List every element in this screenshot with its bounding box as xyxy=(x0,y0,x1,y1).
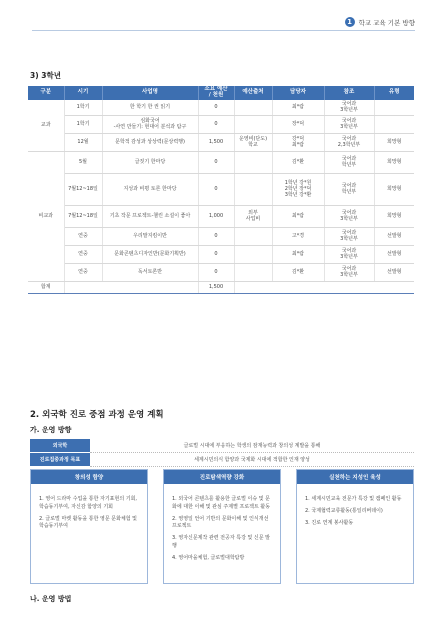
cell-period: 5월 xyxy=(64,151,102,173)
column-header: 유형 xyxy=(374,86,414,100)
cell-period: 연중 xyxy=(64,245,102,263)
cell-type: 희망형 xyxy=(374,133,414,151)
table-row xyxy=(28,133,414,151)
direction-column-creativity xyxy=(30,469,148,584)
empty-cell xyxy=(64,281,198,293)
table-row xyxy=(28,263,414,281)
subsection-na-title: 나. 운영 방법 xyxy=(30,595,72,603)
goal-value: 글로벌 시대에 부응하는 학생의 잠재능력과 창의성 계발을 통해 xyxy=(90,439,414,453)
cell-budget: 0 xyxy=(198,173,234,205)
table-row xyxy=(28,115,414,133)
page-header xyxy=(345,17,415,27)
direction-column-citizenship xyxy=(296,469,414,584)
direction-column-career xyxy=(163,469,281,584)
goal-row xyxy=(30,453,414,467)
cell-ref: 국어과 3학년부 xyxy=(324,245,374,263)
cell-type: 선발형 xyxy=(374,263,414,281)
column-header: 참조 xyxy=(324,86,374,100)
total-budget: 1,500 xyxy=(198,281,234,293)
cell-name: 우리말지킴이반 xyxy=(102,227,198,245)
cell-name: 문학적 감성과 상상력(문상력행) xyxy=(102,133,198,151)
table-row xyxy=(28,205,414,227)
cell-type xyxy=(374,100,414,115)
goal-row xyxy=(30,439,414,453)
cell-budget: 0 xyxy=(198,263,234,281)
cell-period: 12월 xyxy=(64,133,102,151)
goal-label: 외국학 xyxy=(30,439,90,453)
cell-budget: 1,500 xyxy=(198,133,234,151)
empty-cell xyxy=(234,281,414,293)
cell-period: 7월12~18일 xyxy=(64,205,102,227)
cell-manager: 장*덕 xyxy=(272,115,324,133)
cell-manager: 최*람 xyxy=(272,100,324,115)
program-table xyxy=(28,86,414,294)
cell-source: 운영비(단도) 학교 xyxy=(234,133,272,151)
cell-budget: 1,000 xyxy=(198,205,234,227)
cell-budget: 0 xyxy=(198,151,234,173)
cell-name: 독서토론반 xyxy=(102,263,198,281)
header-rule xyxy=(32,30,415,31)
subsection-ga-title: 가. 운영 방향 xyxy=(30,426,72,434)
cell-manager: 고*경 xyxy=(272,227,324,245)
cell-source xyxy=(234,227,272,245)
cell-type xyxy=(374,115,414,133)
column-header: 사업명 xyxy=(102,86,198,100)
cell-manager: 1학년 강*원 2학년 장*덕 3학년 강*환 xyxy=(272,173,324,205)
list-item: 1. 세계시민교육 전문가 특강 및 캠페인 활동 xyxy=(305,496,402,502)
chapter-title: 학교 교육 기본 방향 xyxy=(358,18,415,27)
goal-value: 세계시민의식 함양과 국제화 시대에 적합한 인재 양성 xyxy=(90,453,414,467)
cell-name: 한 학기 한 권 읽기 xyxy=(102,100,198,115)
cell-period: 연중 xyxy=(64,263,102,281)
list-item: 3. 영자신문제작 관련 전공자 특강 및 신문 발행 xyxy=(172,535,271,549)
cell-type: 선발형 xyxy=(374,227,414,245)
column-heading: 창의성 함양 xyxy=(31,470,147,484)
cell-ref: 국어과 3학년부 xyxy=(324,227,374,245)
list-item: 1. 외국어 콘텐츠를 활용한 글로벌 이슈 및 문화에 대한 이해 및 관심 주제별 프로젝트 활동 xyxy=(172,496,271,510)
cell-manager: 최*람 xyxy=(272,205,324,227)
cell-source xyxy=(234,245,272,263)
cell-budget: 0 xyxy=(198,115,234,133)
list-item: 2. 글로벌 마켓 활동을 통한 영문 문화체험 및 학습동기부여 xyxy=(39,515,138,530)
table-header-row xyxy=(28,86,414,100)
column-header: 시기 xyxy=(64,86,102,100)
cell-period: 1학기 xyxy=(64,100,102,115)
table-row xyxy=(28,245,414,263)
cell-type: 희망형 xyxy=(374,151,414,173)
cell-type: 선발형 xyxy=(374,245,414,263)
cell-source xyxy=(234,263,272,281)
cell-manager: 최*람 xyxy=(272,245,324,263)
cell-name: 지성과 비평 토론 한마당 xyxy=(102,173,198,205)
column-heading: 실천하는 지성인 육성 xyxy=(297,470,413,484)
section-3-title: 3) 3학년 xyxy=(30,71,61,80)
cell-budget: 0 xyxy=(198,245,234,263)
cell-manager: 강*덕 최*람 xyxy=(272,133,324,151)
list-item: 3. 진로 연계 봉사활동 xyxy=(305,519,354,526)
cell-budget: 0 xyxy=(198,100,234,115)
column-header: 예산출처 xyxy=(234,86,272,100)
table-row xyxy=(28,227,414,245)
cell-period: 7월12~18일 xyxy=(64,173,102,205)
section-2-title: 2. 외국학 진로 중점 과정 운영 계획 xyxy=(30,410,164,420)
table-row xyxy=(28,100,414,115)
cell-source xyxy=(234,115,272,133)
cell-period: 연중 xyxy=(64,227,102,245)
cell-period: 1학기 xyxy=(64,115,102,133)
total-row xyxy=(28,281,414,293)
column-heading: 진로탐색역량 강화 xyxy=(164,470,280,484)
table-row xyxy=(28,151,414,173)
list-item: 2. 국제협력교류활동(통일리버데이) xyxy=(305,507,383,514)
cell-budget: 0 xyxy=(198,227,234,245)
cell-type: 희망형 xyxy=(374,205,414,227)
group-cell: 교과 xyxy=(28,100,64,151)
cell-ref: 국어과 3학년부 xyxy=(324,100,374,115)
cell-name: 글짓기 한마당 xyxy=(102,151,198,173)
cell-ref: 국어과 학년부 xyxy=(324,151,374,173)
group-cell: 비교과 xyxy=(28,151,64,281)
total-label: 합계 xyxy=(28,281,64,293)
table-row xyxy=(28,173,414,205)
chapter-number-badge: 1 xyxy=(345,17,355,27)
cell-source xyxy=(234,173,272,205)
cell-ref: 국어과 2,3학년부 xyxy=(324,133,374,151)
list-item: 2. 영영일 언어 기반의 문화이해 및 인식개선 프로젝트 xyxy=(172,515,269,530)
cell-source: 외부 사업비 xyxy=(234,205,272,227)
list-item: 1. 영어 드라마 수업을 통한 자기표현의 기회, 학습동기부여, 자신감 함양의 기회 xyxy=(39,496,138,510)
cell-ref: 국어과 3학년부 xyxy=(324,115,374,133)
cell-source xyxy=(234,151,272,173)
cell-ref: 국어과 학년부 xyxy=(324,173,374,205)
cell-name: 기초 작문 프로젝트-챌린 소설이 좋아 xyxy=(102,205,198,227)
cell-manager: 김*환 xyxy=(272,151,324,173)
cell-name: 심화국어 -사연 만들기: 현대어 분석과 탐구 xyxy=(102,115,198,133)
cell-source xyxy=(234,100,272,115)
cell-type: 희망형 xyxy=(374,173,414,205)
cell-ref: 국어과 3학년부 xyxy=(324,205,374,227)
goal-label: 진로집중과정 목표 xyxy=(30,453,90,467)
column-header: 구분 xyxy=(28,86,64,100)
cell-ref: 국어과 3학년부 xyxy=(324,263,374,281)
column-header: 담당자 xyxy=(272,86,324,100)
cell-manager: 김*환 xyxy=(272,263,324,281)
column-header: 소요 예산 / 천원 xyxy=(198,86,234,100)
cell-name: 문화콘텐츠디자인반(문화기획반) xyxy=(102,245,198,263)
list-item: 4. 영어마을체험, 글로벌대학탐방 xyxy=(172,554,245,561)
